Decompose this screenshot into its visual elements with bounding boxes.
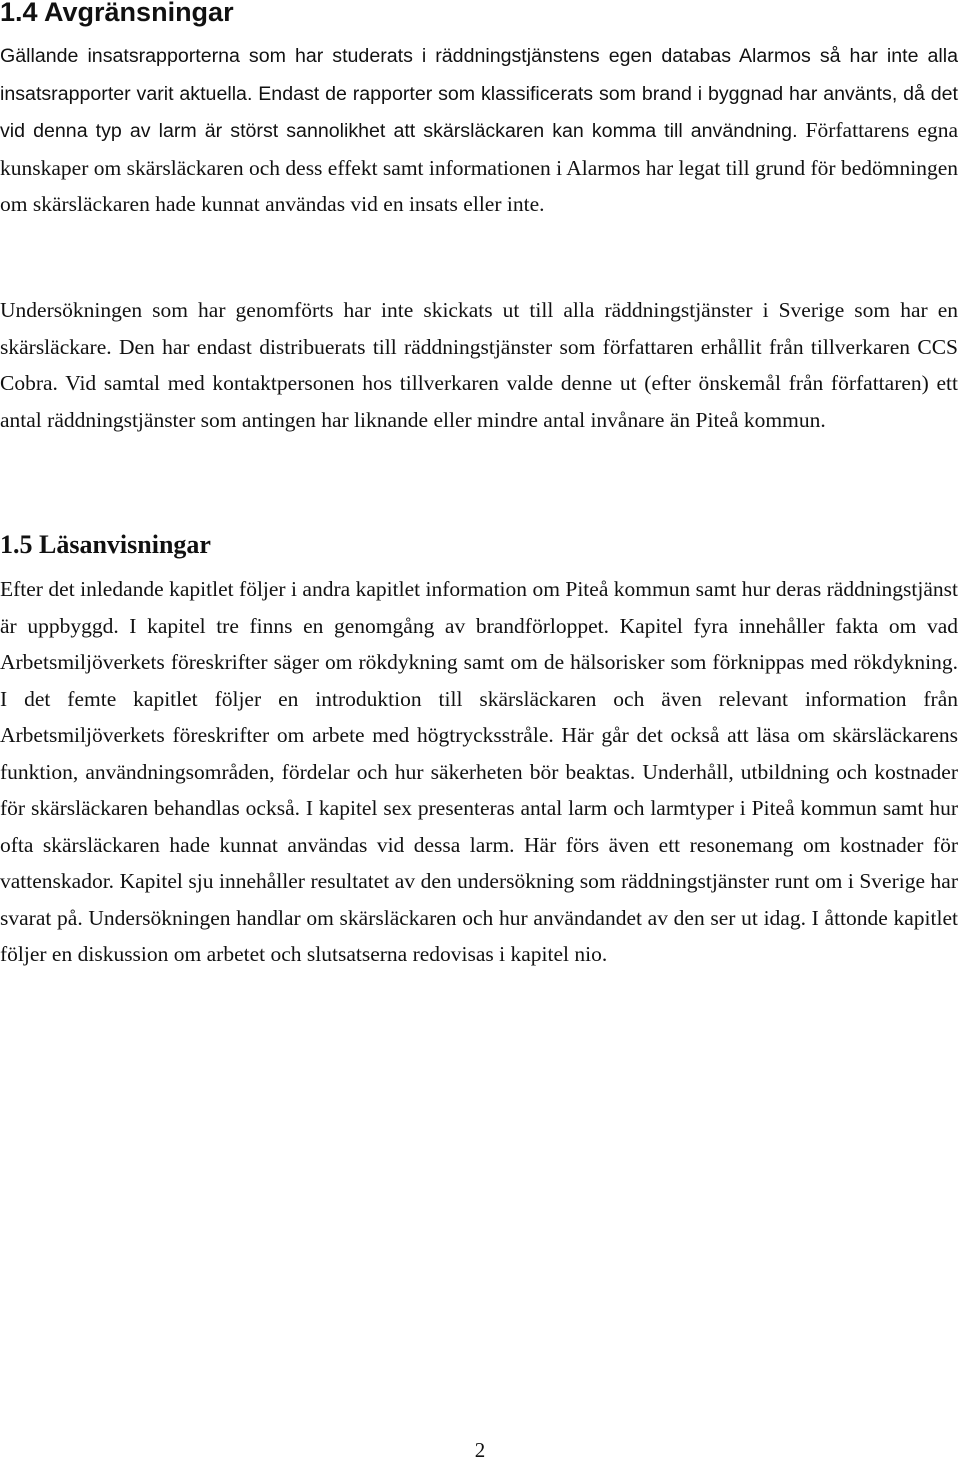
section-heading-lasanvisningar: 1.5 Läsanvisningar (0, 530, 211, 559)
page-number: 2 (474, 1438, 486, 1462)
paragraph-avgransningar-2: Undersökningen som har genomförts har inte skickats ut till alla räddningstjänster i Sverige som har en skärsläckare. Den har endast distribuerats till räddningstjänster som författaren erhållit från tillverkaren CCS Cobra. Vid samtal med kontaktpersonen hos tillverkaren valde denne ut (efter önskemål från författaren) ett antal räddningstjänster som antingen har liknande eller mindre antal invånare än Piteå kommun. (0, 298, 958, 432)
paragraph-text-sans: Gällande insatsrapporterna som har studerats i räddningstjänstens egen databas Alarmos så har inte alla insatsrapporter varit aktuella. Endast de rapporter som klassificerats som brand i byggnad har använts, då det vid denna typ av larm är störst sannolikhet att skärsläckaren kan komma till användning. (0, 45, 958, 142)
paragraph-lasanvisningar: Efter det inledande kapitlet följer i andra kapitlet information om Piteå kommun samt hur deras räddningstjänst är uppbyggd. I kapitel tre finns en genomgång av brandförloppet. Kapitel fyra innehåller fakta om vad Arbetsmiljöverkets föreskrifter säger om rökdykning samt om de hälsorisker som förknippas med rökdykning. I det femte kapitlet följer en introduktion till skärsläckaren och även relevant information från Arbetsmiljöverkets föreskrifter om arbete med högtrycksstråle. Här går det också att läsa om skärsläckarens funktion, användningsområden, fördelar och hur säkerheten bör beaktas. Underhåll, utbildning och kostnader för skärsläckaren behandlas också. I kapitel sex presenteras antal larm och larmtyper i Piteå kommun samt hur ofta skärsläckaren hade kunnat användas vid dessa larm. Här förs även ett resonemang om kostnader för vattenskador. Kapitel sju innehåller resultatet av den undersökning som räddningstjänster runt om i Sverige har svarat på. Undersökningen handlar om skärsläckaren och hur användandet av den ser ut idag. I åttonde kapitlet följer en diskussion om arbetet och slutsatserna redovisas i kapitel nio. (0, 577, 958, 966)
paragraph-text-serif: Författarens egna kunskaper om skärsläckaren och dess effekt samt informationen i Alarmos har legat till grund för bedömningen om skärsläckaren hade kunnat användas vid en insats eller inte. (0, 118, 958, 216)
paragraph-avgransningar-1 (0, 37, 958, 223)
section-heading-avgransningar: 1.4 Avgränsningar (0, 0, 234, 27)
